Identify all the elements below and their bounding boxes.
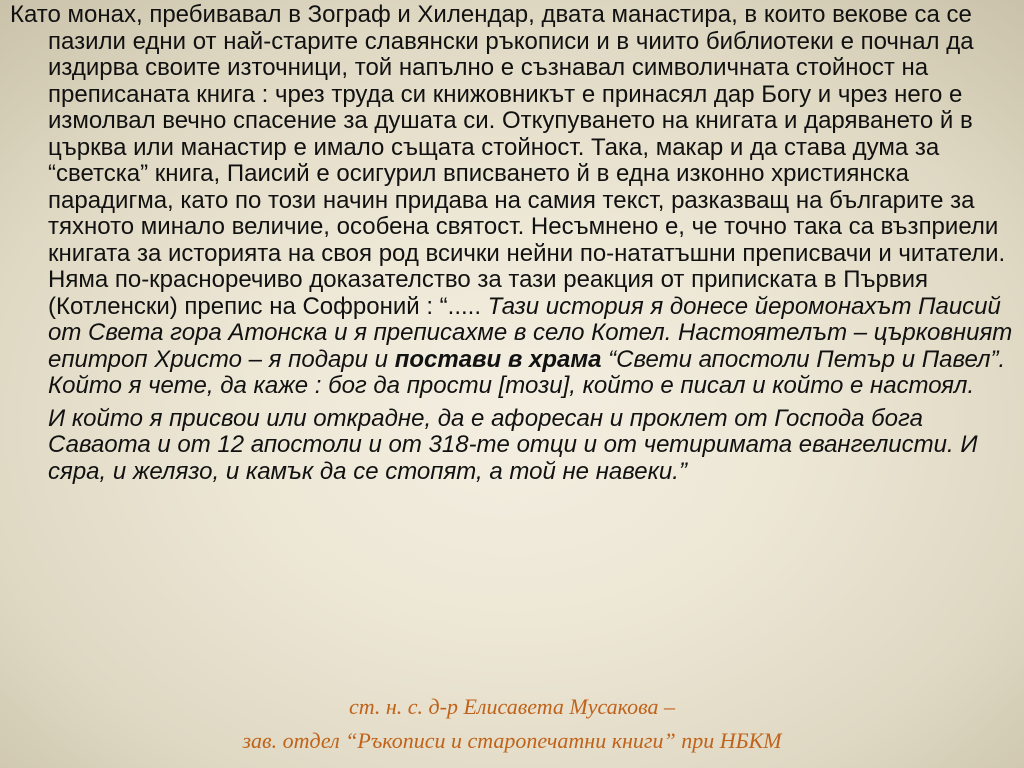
author-credits [0, 690, 1024, 758]
paragraph-main-regular: Като монах, пребивавал в Зограф и Хилендар, двата манастира, в които векове са се пазили едни от най-старите славянски ръкописи и в чиито библиотеки е почнал да издирва своите източници, той напълно е съзнавал символичната стойност на преписаната книга : чрез труда си книжовникът е принасял дар Богу и чрез него е измолвал вечно спасение за душата си. Откупуването на книгата и даряването й в църква или манастир е имало същата стойност. Така, макар и да става дума за “светска” книга, Паисий е осигурил вписването й в една изконно християнска парадигма, като по този начин придава на самия текст, разказващ на българите за тяхното минало величие, особена святост. Несъмнено е, че точно така са възприели книгата за историята на своя род всички нейни по-нататъшни преписвачи и читатели. Няма по-красноречиво доказателство за тази реакция от приписката в Първия (Котленски) препис на Софроний : “..... [10, 1, 1006, 320]
credits-line-author: ст. н. с. д-р Елисавета Мусакова – [348, 694, 676, 719]
paragraph-main [10, 2, 1014, 400]
quote-bold-emphasis: постави в храма [394, 345, 602, 373]
credits-line-affiliation: зав. отдел “Ръкописи и старопечатни книги” при НБКМ [242, 728, 782, 753]
slide-body-text [10, 2, 1014, 485]
paragraph-curse-quote: И който я присвои или открадне, да е афоресан и проклет от Господа бога Саваота и от 12 апостоли и от 318-те отци и от четиримата евангелисти. И сяра, и желязо, и камък да се стопят, а той не навеки.” [48, 404, 978, 485]
quote-italic-part-1: Тази история я донесе йеромонахът Паисий от Света гора Атонска и я преписахме в село Котел. Настоятелът – църковният епитроп Христо – я подари и [48, 292, 1013, 373]
quote-italic-part-2: “Свети апостоли Петър и Павел”. Който я чете, да каже : бог да прости [този], който е писал и който е настоял. [48, 345, 1006, 399]
